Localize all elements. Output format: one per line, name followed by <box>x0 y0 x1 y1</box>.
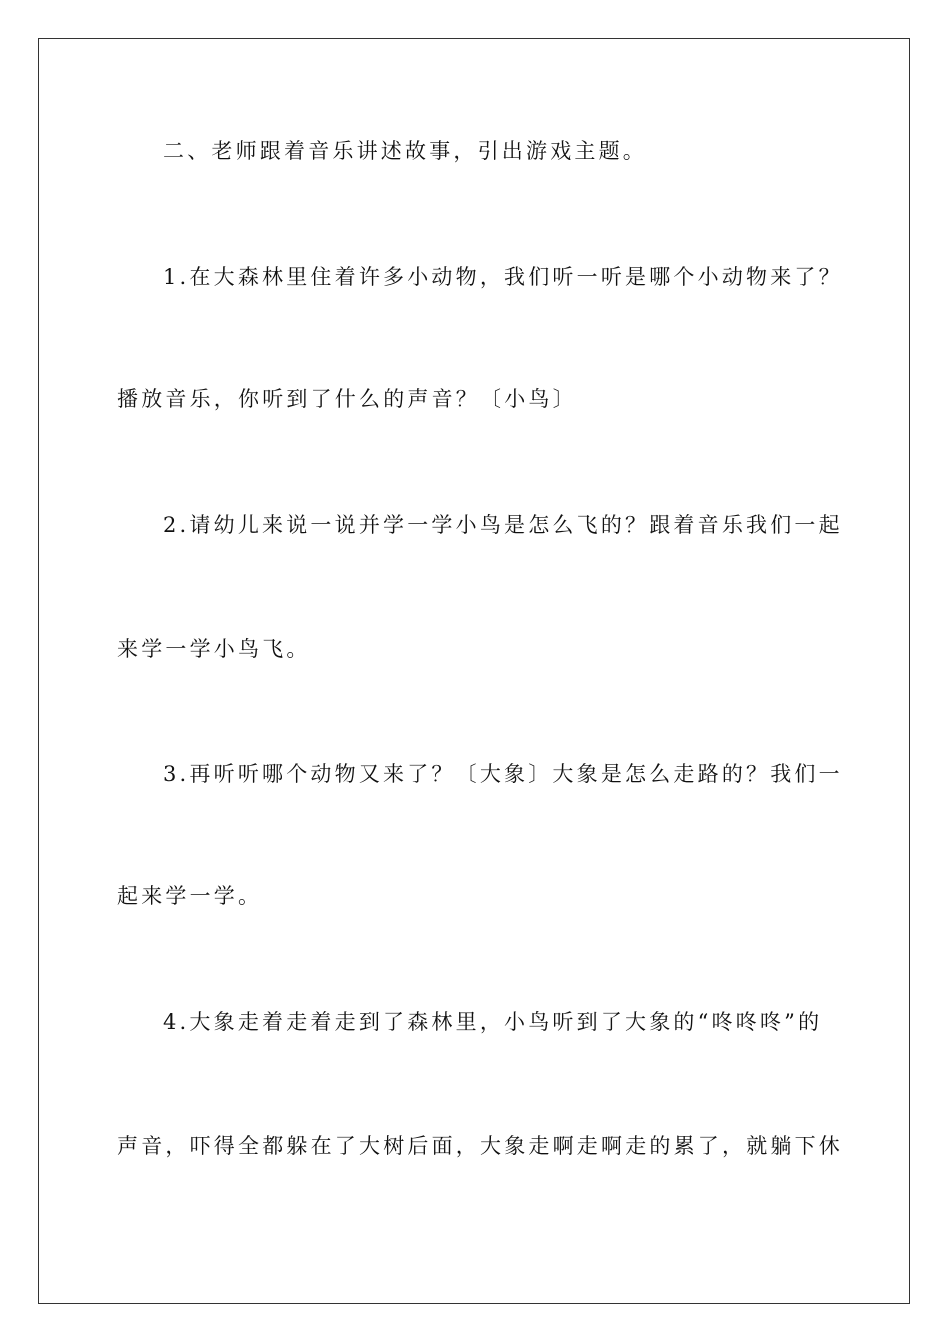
paragraph-3-line-2: 起来学一学。 <box>117 884 263 908</box>
page-border <box>38 38 910 1304</box>
paragraph-3-line-1: 3.再听听哪个动物又来了？〔大象〕大象是怎么走路的？我们一 <box>163 762 843 786</box>
section-heading: 二、老师跟着音乐讲述故事，引出游戏主题。 <box>163 139 647 163</box>
paragraph-2-line-2: 来学一学小鸟飞。 <box>117 637 311 661</box>
paragraph-1-line-1: 1.在大森林里住着许多小动物，我们听一听是哪个小动物来了？ <box>163 265 843 289</box>
paragraph-1-line-2: 播放音乐，你听到了什么的声音？〔小鸟〕 <box>117 387 577 411</box>
paragraph-4-line-1: 4.大象走着走着走到了森林里，小鸟听到了大象的“咚咚咚”的 <box>163 1010 823 1034</box>
paragraph-2-line-1: 2.请幼儿来说一说并学一学小鸟是怎么飞的？跟着音乐我们一起 <box>163 513 843 537</box>
paragraph-4-line-2: 声音，吓得全都躲在了大树后面，大象走啊走啊走的累了，就躺下休 <box>117 1134 843 1158</box>
